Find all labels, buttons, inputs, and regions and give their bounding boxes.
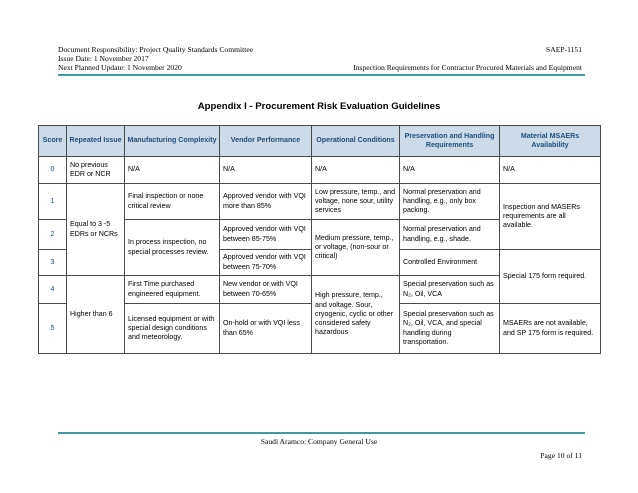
table-header-row [39, 126, 601, 157]
footer-rule [58, 432, 585, 434]
score-cell: 0 [39, 157, 67, 184]
operational-cell: N/A [312, 157, 400, 184]
header-cell: Operational Conditions [312, 126, 400, 157]
company-use-label: Saudi Aramco: Company General Use [260, 437, 378, 446]
doc-responsibility: Document Responsibility: Project Quality Standards Committee [58, 45, 254, 54]
header-cell: Score [39, 126, 67, 157]
repeated-issue-cell: No previous EDR or NCR [67, 157, 125, 184]
page-number: Page 10 of 11 [540, 451, 582, 460]
manufacturing-cell: First Time purchased engineered equipment. [125, 276, 220, 304]
repeated-issue-cell: Higher than 6 [67, 276, 125, 354]
manufacturing-cell: Licensed equipment or with special design conditions and meteorology. [125, 304, 220, 354]
next-update: Next Planned Update: 1 November 2020 [58, 63, 182, 72]
header-cell: Material MSAERs Availability [500, 126, 601, 157]
header-cell: Manufacturing Complexity [125, 126, 220, 157]
score-cell: 2 [39, 220, 67, 250]
msaers-cell: Special 175 form required. [500, 250, 601, 304]
risk-evaluation-table [38, 125, 601, 354]
msaers-cell: N/A [500, 157, 601, 184]
header-cell: Repeated Issue [67, 126, 125, 157]
msaers-cell: Inspection and MASERs requirements are all available. [500, 184, 601, 250]
header-cell: Preservation and Handling Requirements [400, 126, 500, 157]
vendor-cell: Approved vendor with VQI between 85-75% [220, 220, 312, 250]
preservation-cell: N/A [400, 157, 500, 184]
doc-title: Inspection Requirements for Contractor Procured Materials and Equipment [353, 63, 582, 72]
preservation-cell: Normal preservation and handling, e.g., only box packing. [400, 184, 500, 220]
vendor-cell: On-hold or with VQI less than 65% [220, 304, 312, 354]
header-rule [58, 74, 585, 76]
operational-cell: Medium pressure, temp., or voltage, (non-sour or critical) [312, 220, 400, 276]
table-row [39, 157, 601, 184]
header-cell: Vendor Performance [220, 126, 312, 157]
appendix-title: Appendix I - Procurement Risk Evaluation Guidelines [197, 101, 441, 112]
issue-date: Issue Date: 1 November 2017 [58, 54, 149, 63]
operational-cell: High pressure, temp., and voltage. Sour, cryogenic, cyclic or other considered safety hazardous [312, 276, 400, 354]
preservation-cell: Special preservation such as N₂, Oil, VCA, and special handling during transportation. [400, 304, 500, 354]
score-cell: 1 [39, 184, 67, 220]
manufacturing-cell: N/A [125, 157, 220, 184]
vendor-cell: New vendor or with VQI between 70-65% [220, 276, 312, 304]
score-cell: 4 [39, 276, 67, 304]
vendor-cell: N/A [220, 157, 312, 184]
manufacturing-cell: In process inspection, no special processes review. [125, 220, 220, 276]
manufacturing-cell: Final inspection or none critical review [125, 184, 220, 220]
preservation-cell: Normal preservation and handling, e.g., shade. [400, 220, 500, 250]
vendor-cell: Approved vendor with VQI more than 85% [220, 184, 312, 220]
preservation-cell: Special preservation such as N₂, Oil, VCA [400, 276, 500, 304]
table-row [39, 184, 601, 220]
doc-number: SAEP-1151 [545, 45, 582, 54]
preservation-cell: Controlled Environment [400, 250, 500, 276]
operational-cell: Low pressure, temp., and voltage, none sour, utility services [312, 184, 400, 220]
score-cell: 3 [39, 250, 67, 276]
vendor-cell: Approved vendor with VQI between 75-70% [220, 250, 312, 276]
msaers-cell: MSAERs are not available, and SP 175 form is required. [500, 304, 601, 354]
repeated-issue-cell: Equal to 3 -5 EDRs or NCRs [67, 184, 125, 276]
score-cell: 5 [39, 304, 67, 354]
